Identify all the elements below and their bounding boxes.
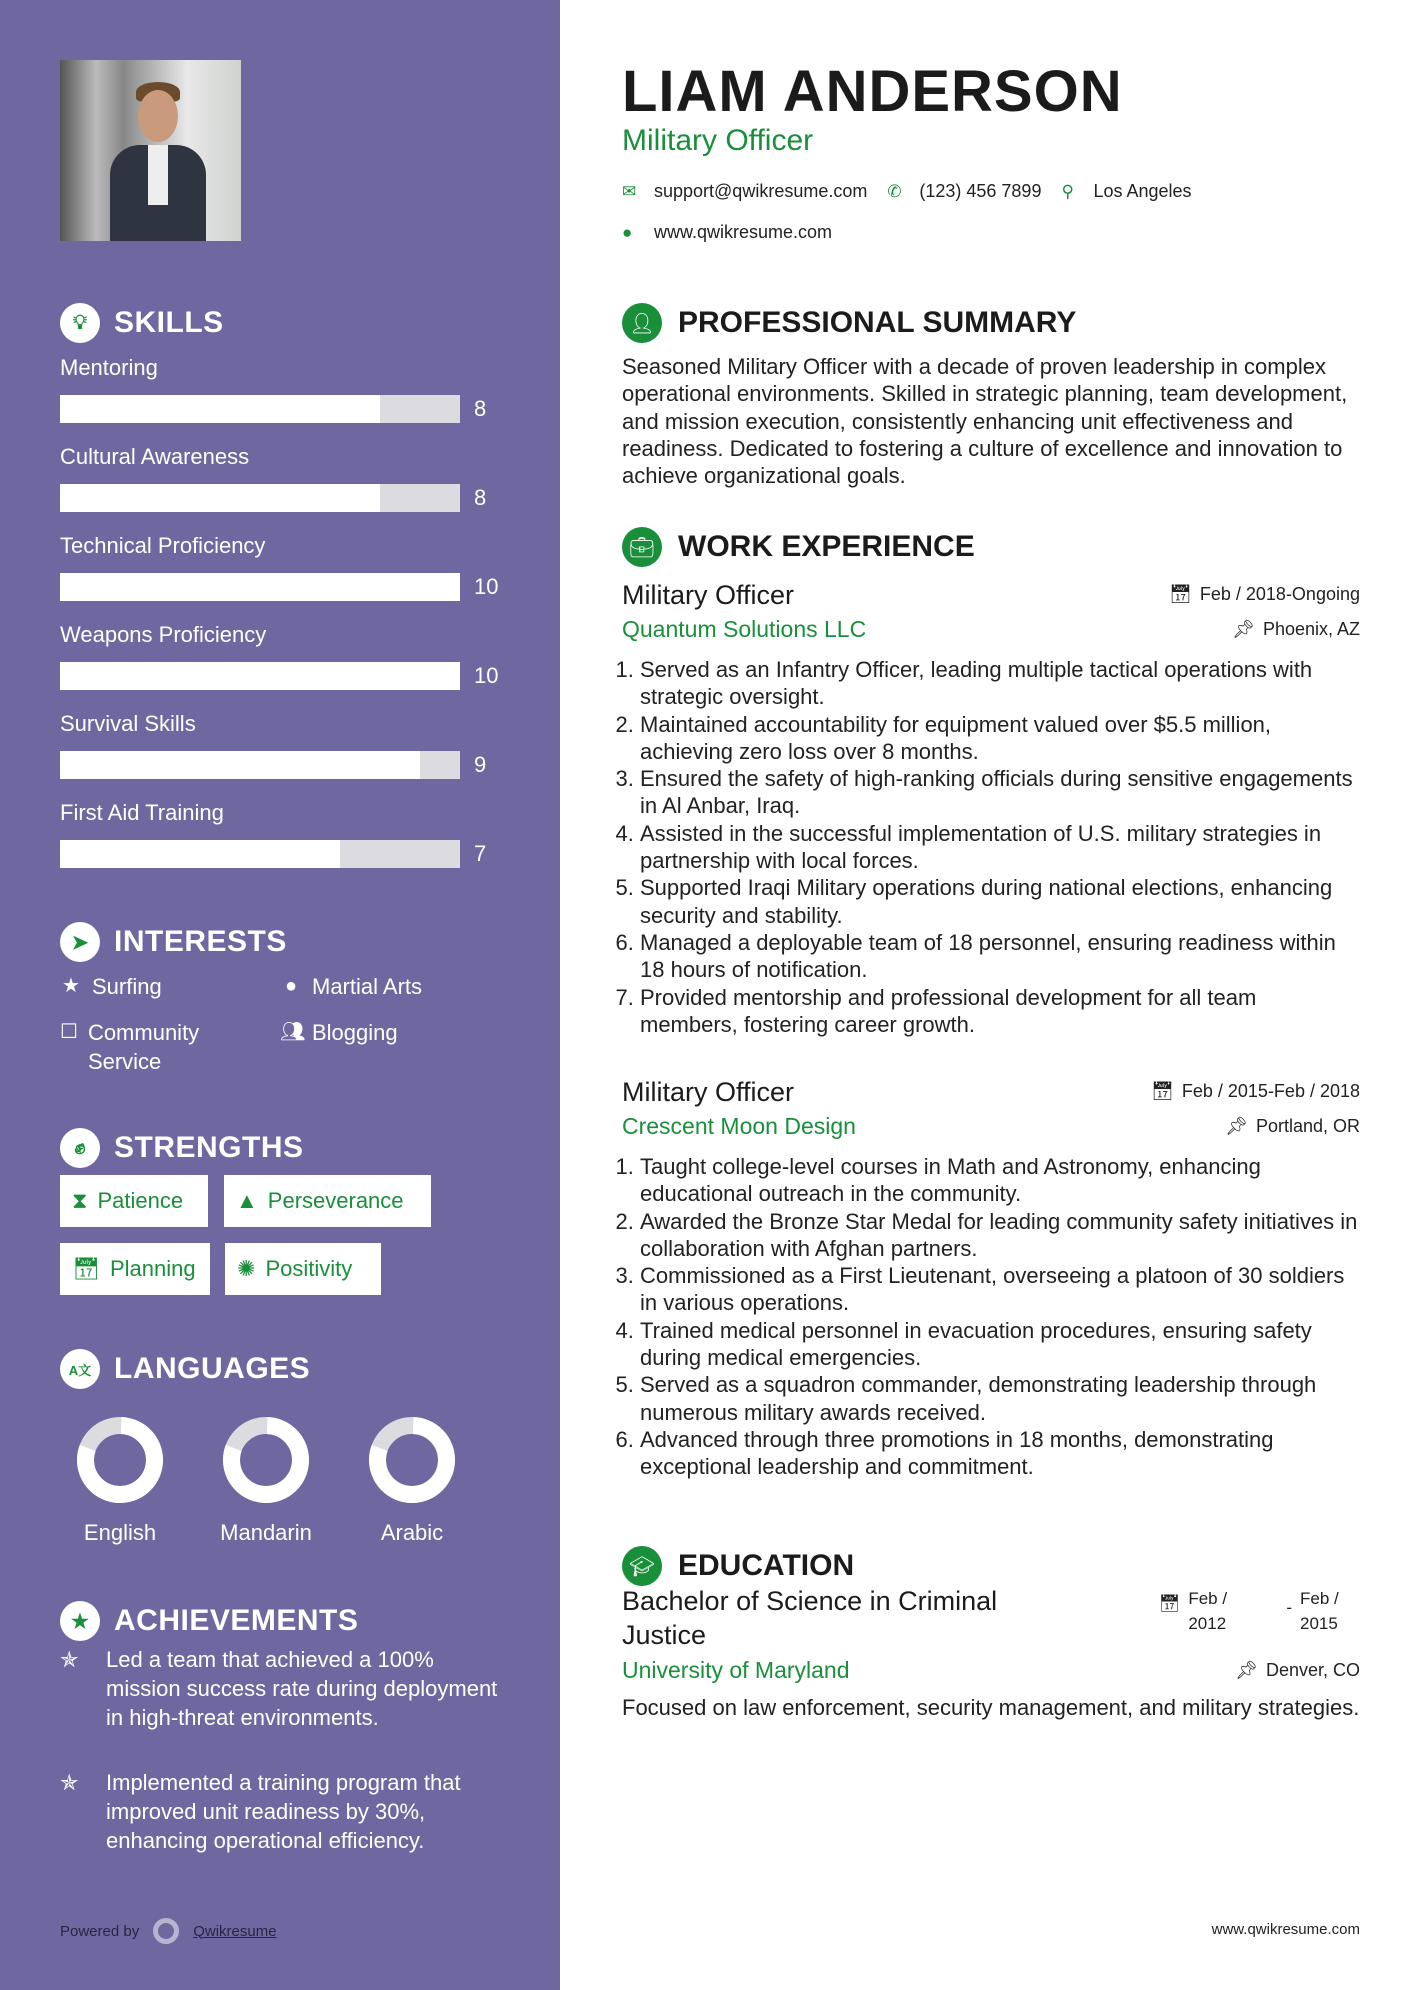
hand-icon: ☐ <box>60 1021 78 1043</box>
envelope-icon: ✉ <box>622 181 637 201</box>
star-badge-icon: ★ <box>60 1601 100 1641</box>
phone: (123) 456 7899 <box>919 181 1042 201</box>
paper-plane-icon: ➤ <box>60 922 100 962</box>
bullet-item: 2. Maintained accountability for equipment valued over $5.5 million, achieving zero loss over 8 months. <box>640 711 1360 766</box>
star-burst-icon: ✯ <box>60 1770 79 1795</box>
bullet-item: 7. Provided mentorship and professional development for all team members, fostering career growth. <box>640 984 1360 1039</box>
work-title: WORK EXPERIENCE <box>678 530 975 563</box>
users-icon: 👥︎ <box>280 1021 306 1043</box>
skill-value: 8 <box>474 485 487 510</box>
strengths-title: STRENGTHS <box>114 1131 304 1164</box>
bullet-item: 6. Managed a deployable team of 18 personnel, ensuring readiness within 18 hours of notification. <box>640 929 1360 984</box>
language-icon: A文 <box>60 1349 100 1389</box>
language-donut <box>76 1416 164 1504</box>
achievements-title: ACHIEVEMENTS <box>114 1604 359 1637</box>
achievements-heading <box>60 1601 358 1641</box>
job-bullets <box>622 656 1360 1038</box>
globe-icon: ● <box>622 222 633 242</box>
strength-chip <box>60 1175 208 1227</box>
interest-label: Community Service <box>87 1020 200 1074</box>
sun-icon: ✺ <box>237 1256 256 1281</box>
calendar-icon: 📅︎ <box>72 1256 100 1281</box>
education-description: Focused on law enforcement, security management, and military strategies. <box>622 1695 1360 1720</box>
interest-item <box>60 1018 240 1076</box>
skill-bar <box>60 751 460 779</box>
education-end: Feb / 2015 <box>1300 1589 1339 1633</box>
skill-bar-fill <box>60 573 460 601</box>
achievement-item <box>60 1768 500 1855</box>
sidebar <box>0 0 560 1990</box>
language-label: Mandarin <box>220 1520 312 1545</box>
achievement-text: Led a team that achieved a 100% mission success rate during deployment in high-threat environments. <box>106 1647 498 1730</box>
education-dates <box>1159 1586 1360 1636</box>
skill-label: Cultural Awareness <box>60 444 250 469</box>
skills-heading <box>60 303 224 343</box>
skill-value: 9 <box>474 752 487 777</box>
skill-label: Survival Skills <box>60 711 196 736</box>
language-label: English <box>83 1520 157 1545</box>
skill-bar <box>60 573 460 601</box>
interest-item <box>280 1018 480 1047</box>
strength-label: Patience <box>97 1188 184 1213</box>
strength-label: Positivity <box>265 1256 353 1281</box>
qwikresume-link[interactable]: Qwikresume <box>193 1922 277 1940</box>
job-dates <box>1151 1081 1360 1102</box>
bullet-item: 1. Taught college-level courses in Math and Astronomy, enhancing educational outreach in the community. <box>640 1153 1360 1208</box>
interest-label: Blogging <box>312 1020 398 1045</box>
strengths-heading <box>60 1128 304 1168</box>
powered-by-label: Powered by <box>60 1922 140 1940</box>
pushpin-icon: 📌︎ <box>1225 1116 1248 1136</box>
qwikresume-logo-icon <box>153 1918 179 1944</box>
job-location-text: Portland, OR <box>1255 1116 1360 1136</box>
briefcase-icon: 💼︎ <box>622 527 662 567</box>
language-label: Arabic <box>380 1520 444 1545</box>
skills-title: SKILLS <box>114 306 224 339</box>
work-heading <box>622 527 975 567</box>
interest-item <box>60 972 260 1001</box>
strength-label: Planning <box>109 1256 196 1281</box>
fist-icon: ✊︎ <box>60 1128 100 1168</box>
contact-row <box>622 181 1192 202</box>
bullet-item: 4. Assisted in the successful implementation of U.S. military strategies in partnership with local forces. <box>640 820 1360 875</box>
skill-bar <box>60 395 460 423</box>
website-row <box>622 222 832 243</box>
bullet-item: 2. Awarded the Bronze Star Medal for leading community safety initiatives in collaboration with Afghan partners. <box>640 1208 1360 1263</box>
calendar-icon: 📅︎ <box>1158 1594 1181 1613</box>
company-name: Crescent Moon Design <box>622 1113 856 1139</box>
bullet-item: 4. Trained medical personnel in evacuation procedures, ensuring safety during medical emergencies. <box>640 1317 1360 1372</box>
skill-label: Mentoring <box>60 355 158 380</box>
strength-chip <box>225 1243 381 1295</box>
achievement-text: Implemented a training program that improved unit readiness by 30%, enhancing operational efficiency. <box>106 1770 461 1853</box>
star-icon: ★ <box>62 975 80 997</box>
skill-label: Technical Proficiency <box>60 533 266 558</box>
candidate-title: Military Officer <box>622 124 814 157</box>
skill-value: 8 <box>474 396 487 421</box>
job-title: Military Officer <box>622 1077 795 1107</box>
powered-by <box>60 1918 277 1944</box>
languages-title: LANGUAGES <box>114 1352 311 1385</box>
profile-photo <box>60 60 241 241</box>
pushpin-icon: 📌︎ <box>1235 1660 1258 1680</box>
user-icon: 👤︎ <box>622 303 662 343</box>
summary-heading <box>622 303 1076 343</box>
language-donut <box>222 1416 310 1504</box>
company-name: Quantum Solutions LLC <box>622 616 867 642</box>
bullet-item: 1. Served as an Infantry Officer, leading multiple tactical operations with strategic oversight. <box>640 656 1360 711</box>
skill-bar <box>60 484 460 512</box>
bullet-item: 5. Supported Iraqi Military operations during national elections, enhancing security and stability. <box>640 874 1360 929</box>
interest-label: Martial Arts <box>312 974 423 999</box>
skill-bar-fill <box>60 484 380 512</box>
job-location <box>1232 619 1360 640</box>
candidate-name: LIAM ANDERSON <box>622 59 1123 124</box>
skill-label: Weapons Proficiency <box>60 622 267 647</box>
interest-item <box>280 972 480 1001</box>
graduate-icon: 🎓︎ <box>622 1546 662 1586</box>
skill-bar-fill <box>60 395 380 423</box>
language-donut <box>368 1416 456 1504</box>
summary-title: PROFESSIONAL SUMMARY <box>678 306 1077 339</box>
summary-text: Seasoned Military Officer with a decade of proven leadership in complex operational environments. Skilled in strategic planning, team development, and mission execution, consistently enhancing unit effectiveness and readiness. Dedicated to fostering a culture of excellence and innovation to achieve organizational goals. <box>622 354 1348 489</box>
education-location <box>1235 1660 1360 1681</box>
job-title: Military Officer <box>622 580 795 610</box>
education-heading <box>622 1546 854 1586</box>
education-start: Feb / 2012 <box>1188 1589 1228 1633</box>
bullet-item: 3. Ensured the safety of high-ranking officials during sensitive engagements in Al Anbar, Iraq. <box>640 765 1360 820</box>
skill-value: 7 <box>474 841 487 866</box>
job-dates-text: Feb / 2015-Feb / 2018 <box>1181 1081 1360 1101</box>
hourglass-icon: ⧗ <box>72 1188 88 1213</box>
bullet-item: 3. Commissioned as a First Lieutenant, overseeing a platoon of 30 soldiers in various operations. <box>640 1262 1360 1317</box>
education-location-text: Denver, CO <box>1265 1660 1360 1680</box>
school: University of Maryland <box>622 1657 850 1683</box>
star-burst-icon: ✯ <box>60 1647 79 1672</box>
globe-icon: ● <box>284 975 298 997</box>
strength-chip <box>224 1175 431 1227</box>
calendar-icon: 📅︎ <box>1169 584 1192 604</box>
languages-heading <box>60 1349 310 1389</box>
skill-bar <box>60 662 460 690</box>
bullet-item: 6. Advanced through three promotions in 18 months, demonstrating exceptional leadership and commitment. <box>640 1426 1360 1481</box>
calendar-icon: 📅︎ <box>1151 1081 1174 1101</box>
achievement-item <box>60 1645 500 1732</box>
interests-title: INTERESTS <box>114 925 287 958</box>
job-location-text: Phoenix, AZ <box>1262 619 1360 639</box>
footer-url[interactable]: www.qwikresume.com <box>1211 1921 1360 1938</box>
road-icon: ▲ <box>236 1188 258 1213</box>
job-location <box>1225 1116 1360 1137</box>
strength-label: Perseverance <box>267 1188 404 1213</box>
bullet-item: 5. Served as a squadron commander, demonstrating leadership through numerous military awards received. <box>640 1371 1360 1426</box>
skill-label: First Aid Training <box>60 800 224 825</box>
strength-chip <box>60 1243 210 1295</box>
location: Los Angeles <box>1093 181 1192 201</box>
skill-value: 10 <box>474 574 499 599</box>
skill-bar <box>60 840 460 868</box>
lightbulb-icon: 💡︎ <box>60 303 100 343</box>
phone-icon: ✆ <box>887 181 902 201</box>
skill-bar-fill <box>60 751 420 779</box>
education-title: EDUCATION <box>678 1549 855 1582</box>
date-separator: - <box>1286 1598 1292 1617</box>
pushpin-icon: 📌︎ <box>1232 619 1255 639</box>
job-bullets <box>622 1153 1360 1481</box>
map-marker-icon: ⚲ <box>1061 181 1074 201</box>
skill-bar-fill <box>60 662 460 690</box>
skill-bar-fill <box>60 840 340 868</box>
interests-heading <box>60 922 287 962</box>
website[interactable]: www.qwikresume.com <box>654 222 833 242</box>
skill-value: 10 <box>474 663 499 688</box>
degree: Bachelor of Science in Criminal Justice <box>622 1586 998 1650</box>
email[interactable]: support@qwikresume.com <box>654 181 868 201</box>
interest-label: Surfing <box>92 974 162 999</box>
job-dates-text: Feb / 2018-Ongoing <box>1199 584 1360 604</box>
job-dates <box>1169 584 1360 605</box>
